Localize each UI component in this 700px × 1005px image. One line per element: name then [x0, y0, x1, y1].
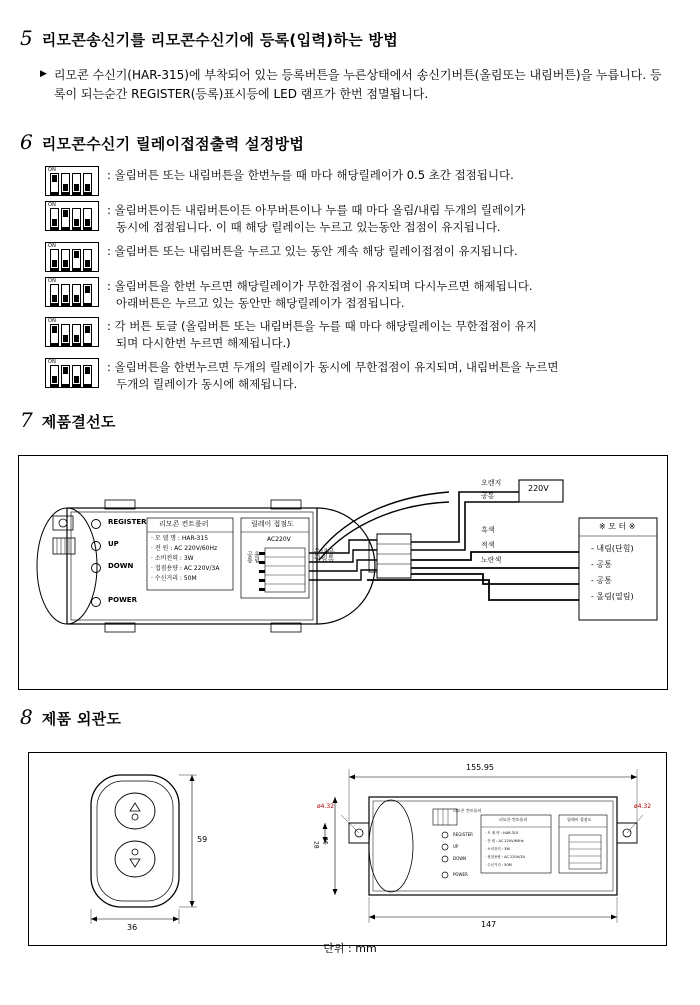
dip-switch-graphic: [45, 317, 107, 347]
receiver-spec-row: · 전 원 : AC 220V/60Hz: [485, 839, 524, 843]
spec-row: · 모 델 명 : HAR-315: [151, 535, 209, 542]
motor-box-item: - 공통: [591, 560, 612, 569]
spec-row: · 수신거리 : 50M: [151, 575, 197, 582]
outline-drawing: [29, 753, 664, 943]
hole-label-left: ø4.32: [317, 803, 335, 810]
dip-setting-text: [107, 201, 525, 237]
terminal-sub: AC220V: [267, 536, 291, 543]
hole-label-right: ø4.32: [634, 803, 652, 810]
dip-setting-text: [107, 317, 537, 353]
receiver-spec-row: · 소비전력 : 3W: [485, 847, 510, 851]
wiring-diagram: [19, 456, 665, 687]
wire-label-black: 흑색: [481, 526, 495, 534]
receiver-spec-title: 리모콘 컨트롤러: [499, 817, 528, 822]
dip-setting-line1: : 올림버튼을 한번누르면 두개의 릴레이가 동시에 무한접점이 유지되며, 내림버튼을 누르면: [107, 359, 559, 374]
motor-box-title: ※ 모 터 ※: [599, 522, 636, 531]
dip-setting-row: [45, 358, 685, 394]
receiver-spec-row: · 접점용량 : AC 220V/3A: [485, 855, 525, 859]
dim-remote-height: 59: [197, 835, 208, 844]
dip-setting-line2: 두개의 릴레이가 동시에 해제됩니다.: [116, 376, 298, 391]
triangle-bullet-icon: ▶: [40, 69, 47, 79]
section-8-header: [20, 707, 121, 729]
section-8-title: 제품 외관도: [41, 710, 122, 728]
section-5: [20, 28, 680, 103]
dip-setting-row: [45, 242, 685, 272]
dip-setting-line2: 동시에 접점됩니다. 이 때 해당 릴레이는 누르고 있는동안 접점이 유지됩니다.: [116, 220, 501, 235]
dip-on-label: ON: [48, 202, 57, 208]
terminal-label: 올림: [252, 551, 260, 563]
motor-box-item: - 올림(열림): [591, 592, 634, 601]
section-6-title: 리모콘수신기 릴레이접점출력 설정방법: [41, 135, 305, 153]
terminal-side-label: 공통: [327, 548, 336, 562]
dip-setting-text: [107, 358, 558, 394]
dip-setting-row: [45, 317, 685, 353]
dip-on-label: ON: [48, 277, 57, 284]
receiver-led-label: DOWN: [453, 856, 467, 861]
led-label-register: REGISTER: [108, 518, 147, 526]
dip-setting-text: [107, 242, 518, 260]
dip-switch-graphic: [45, 242, 107, 272]
terminal-side-label: 올림: [313, 548, 322, 562]
dip-switch-graphic: [45, 277, 107, 307]
section-5-number: 5: [20, 26, 33, 50]
dim-receiver-left-h2: 28: [312, 841, 320, 849]
dim-receiver-left-h: 36: [321, 837, 329, 845]
section-7-header: [20, 410, 685, 432]
dip-setting-line1: : 올림버튼 또는 내림버튼을 누르고 있는 동안 계속 해당 릴레이접점이 유지됩니다.: [107, 243, 518, 258]
wire-label-common: 공통: [481, 492, 495, 500]
led-label-power: POWER: [108, 596, 137, 604]
dim-remote-width: 36: [127, 923, 138, 932]
dip-setting-line1: : 올림버튼 또는 내림버튼을 한번누를 때 마다 해당릴레이가 0.5 초간 접점됩니다.: [107, 168, 514, 182]
wiring-diagram-frame: [18, 455, 668, 690]
led-label-up: UP: [108, 540, 119, 548]
dip-switch-graphic: [45, 201, 107, 231]
power-label-220v: 220V: [528, 484, 549, 493]
receiver-spec-row: · 수신거리 : 50M: [485, 863, 512, 867]
wire-label-orange: 오렌지: [481, 479, 502, 487]
receiver-panel-title: 리모콘 컨트롤러: [453, 808, 482, 813]
dim-receiver-bottom: 147: [481, 920, 497, 929]
receiver-spec-row: · 모 델 명 : HAR-315: [485, 831, 519, 835]
dip-setting-row: [45, 277, 685, 313]
section-8-number: 8: [20, 705, 33, 729]
motor-box-item: - 내림(단힘): [591, 544, 634, 553]
terminal-side-label: 내림: [320, 548, 329, 562]
spec-row: · 전 원 : AC 220V/60Hz: [151, 545, 218, 552]
receiver-led-label: POWER: [453, 872, 468, 877]
section-7-title: 제품결선도: [41, 413, 116, 431]
receiver-terminal-title: 릴레이 접점도: [567, 817, 592, 822]
dip-switch-settings-list: [45, 166, 685, 393]
dip-on-label: ON: [48, 242, 57, 249]
dip-on-label: ON: [48, 318, 57, 324]
dip-setting-line2: 아래버튼은 누르고 있는 동안만 해당릴레이가 접점됩니다.: [116, 295, 405, 310]
dip-setting-line1: : 올림버튼이든 내림버튼이든 아무버튼이나 누를 때 마다 올림/내림 두개의 릴레이가: [107, 203, 526, 217]
dip-setting-row: [45, 166, 685, 196]
receiver-led-label: UP: [453, 844, 459, 849]
dip-setting-text: [107, 166, 514, 184]
dip-setting-line1: : 각 버튼 토글 (올림버튼 또는 내림버튼을 누를 때 마다 해당릴레이는 무한접점이 유지: [107, 319, 537, 333]
dip-on-label: ON: [48, 167, 57, 173]
led-label-down: DOWN: [108, 562, 134, 570]
spec-row: · 접점용량 : AC 220V/3A: [151, 565, 220, 572]
unit-note: 단위 : mm: [323, 942, 377, 955]
section-5-bullet: [40, 66, 680, 103]
outline-drawing-frame: [28, 752, 667, 946]
motor-box-item: - 공통: [591, 576, 612, 585]
dip-on-label: ON: [48, 358, 57, 365]
dip-switch-graphic: [45, 166, 107, 196]
dip-setting-text: [107, 277, 533, 313]
section-7-number: 7: [20, 408, 33, 432]
section-5-header: [20, 28, 680, 50]
section-5-bullet-text: 리모콘 수신기(HAR-315)에 부착되어 있는 등록버튼을 누른상태에서 송신기버튼(올림또는 내림버튼)을 누릅니다. 등록이 되는순간 REGISTER(등록)표시등에 LED 램프가 한번 점멸됩니다.: [53, 68, 662, 101]
section-8: [20, 707, 121, 729]
receiver-led-label: REGISTER: [453, 832, 473, 837]
dip-setting-row: [45, 201, 685, 237]
section-6-number: 6: [20, 130, 33, 154]
terminal-title: 릴레이 접점도: [251, 520, 294, 528]
spec-row: · 소비전력 : 3W: [151, 555, 194, 562]
terminal-label: 공통: [245, 551, 253, 563]
dip-setting-line1: : 올림버튼을 한번 누르면 해당릴레이가 무한접점이 유지되며 다시누르면 해제됩니다.: [107, 278, 533, 293]
panel-title: 리모콘 컨트롤러: [159, 520, 209, 528]
dip-switch-graphic: [45, 358, 107, 388]
section-6-header: [20, 132, 685, 154]
section-6: [20, 132, 685, 398]
wire-label-red: 적색: [481, 541, 495, 549]
section-7: [20, 410, 685, 432]
dip-setting-line2: 되며 다시한번 누르면 해제됩니다.): [116, 336, 291, 351]
wire-label-yellow: 노란색: [481, 556, 502, 564]
section-5-title: 리모콘송신기를 리모콘수신기에 등록(입력)하는 방법: [41, 31, 398, 49]
dim-receiver-top: 155.95: [466, 763, 494, 772]
